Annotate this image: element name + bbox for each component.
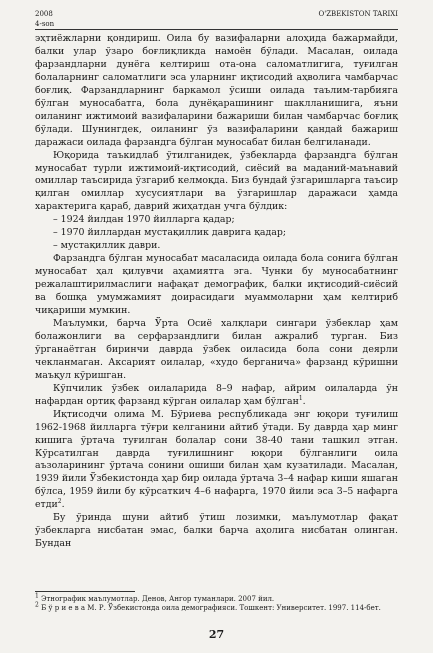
footnote-ref: 2 bbox=[57, 498, 62, 506]
footnotes bbox=[35, 592, 398, 613]
list-item: – 1924 йилдан 1970 йилларга қадар; bbox=[53, 214, 235, 226]
page-number: 27 bbox=[208, 628, 225, 641]
footnote-ref: 1 bbox=[298, 394, 303, 402]
paragraph: Иқтисодчи олима М. Бўриева республикада энг юқори туғилиш 1962-1968 йилларга тўғри келганини айтиб ўтади. Бу даврда ҳар минг кишига ўртача туғилган болалар сони 38-40 тани ташкил этган. Кўрсатилган даврда туғилишнинг юқори бўлганлиги оила аъзоларининг ўртача сонини ошиши билан ҳам кузатилади. Масалан, 1939 йили Ўзбекистонда ҳар бир оилада ўртача 3–4 нафар киши яшаган бўлса, 1959 йили бу кўрсаткич 4–6 нафарга, 1970 йили эса 3–5 нафарга етди$^2$. bbox=[35, 408, 398, 511]
footnote-rule bbox=[35, 591, 135, 592]
paragraph: Бу ўринда шуни айтиб ўтиш лозимки, маълумотлар фақат ўзбекларга нисбатан эмас, балки барча аҳолига нисбатан олинган. Бундан bbox=[35, 512, 398, 550]
header-year: 2008 bbox=[35, 10, 53, 18]
body-text bbox=[35, 33, 398, 551]
header-issue: 4-son bbox=[35, 20, 55, 28]
paragraph: Кўпчилик ўзбек оилаларида 8–9 нафар, айрим оилаларда ўн нафардан ортиқ фарзанд кўрган оилалар ҳам бўлган$^1$. bbox=[35, 382, 398, 407]
paragraph: Юқорида таъкидлаб ўтилганидек, ўзбекларда фарзандга бўлган муносабат турли ижтимоий-иқтисодий, сиёсий ва маданий-маънавий омиллар таъсирида ўзгариб келмоқда. Биз бундай ўзгаришларга таъсир қилган омиллар хусусиятлари ва ўзгаришлар даражаси ҳамда характерига қараб, даврий жиҳатдан учга бўлдик: bbox=[35, 149, 398, 213]
paragraph: Маълумки, барча Ўрта Осиё халқлари сингари ўзбеклар ҳам болажонлиги ва серфарзандлиги билан ажралиб турган. Биз ўрганаётган биринчи даврда ўзбек оиласида бола сони деярли чекланмаган. Аксарият оилалар, «худо берганича» фарзанд кўришни маъқул кўришган. bbox=[35, 317, 398, 381]
list-item: – 1970 йиллардан мустақиллик даврига қадар; bbox=[53, 227, 287, 239]
list-item: – мустақиллик даври. bbox=[53, 240, 161, 252]
header-journal: O'ZBEKISTON TARIXI bbox=[318, 10, 398, 18]
footnote: $^1$ Этнографик маълумотлар. Денов, Ангор туманлари. 2007 йил. bbox=[35, 592, 275, 603]
paragraph: эҳтиёжларни қондириш. Оила бу вазифаларни алоҳида бажармайди, балки улар ўзаро боғлиқликда намоён бўлади. Масалан, оилада фарзандларни дунёга келтириш ота-она саломатлигига, туғилган болаларнинг саломатлиги эса уларнинг иқтисодий аҳволига чамбарчас боғлиқ. Фарзандларнинг баркамол ўсиши оилада таълим-тарбияга бўлган муносабатга, бола дунёқарашининг шаклланишига, яъни оиланинг ижтимоий вазифаларини бажариши билан чамбарчас боғлиқ бўлади. Шунингдек, оиланинг ўз вазифаларини қандай бажариш даражаси оилада фарзандга бўлган муносабат билан белгиланади. bbox=[35, 33, 398, 148]
footnote: $^2$ Б ў р и е в а М. Р. Ўзбекистонда оила демографияси. Тошкент: Университет. 1997. 114-бет. bbox=[35, 601, 381, 612]
running-header bbox=[35, 10, 398, 19]
paragraph: Фарзандга бўлган муносабат масаласида оилада бола сонига бўлган муносабат ҳал қилувчи аҳамиятга эга. Чунки бу муносабатнинг режалаштирилмаслиги нафақат демографик, балки иқтисодий-сиёсий ва бошқа умумжамият доирасидаги муаммоларни ҳам келтириб чиқариши мумкин. bbox=[35, 253, 398, 317]
header-rule bbox=[35, 29, 398, 30]
